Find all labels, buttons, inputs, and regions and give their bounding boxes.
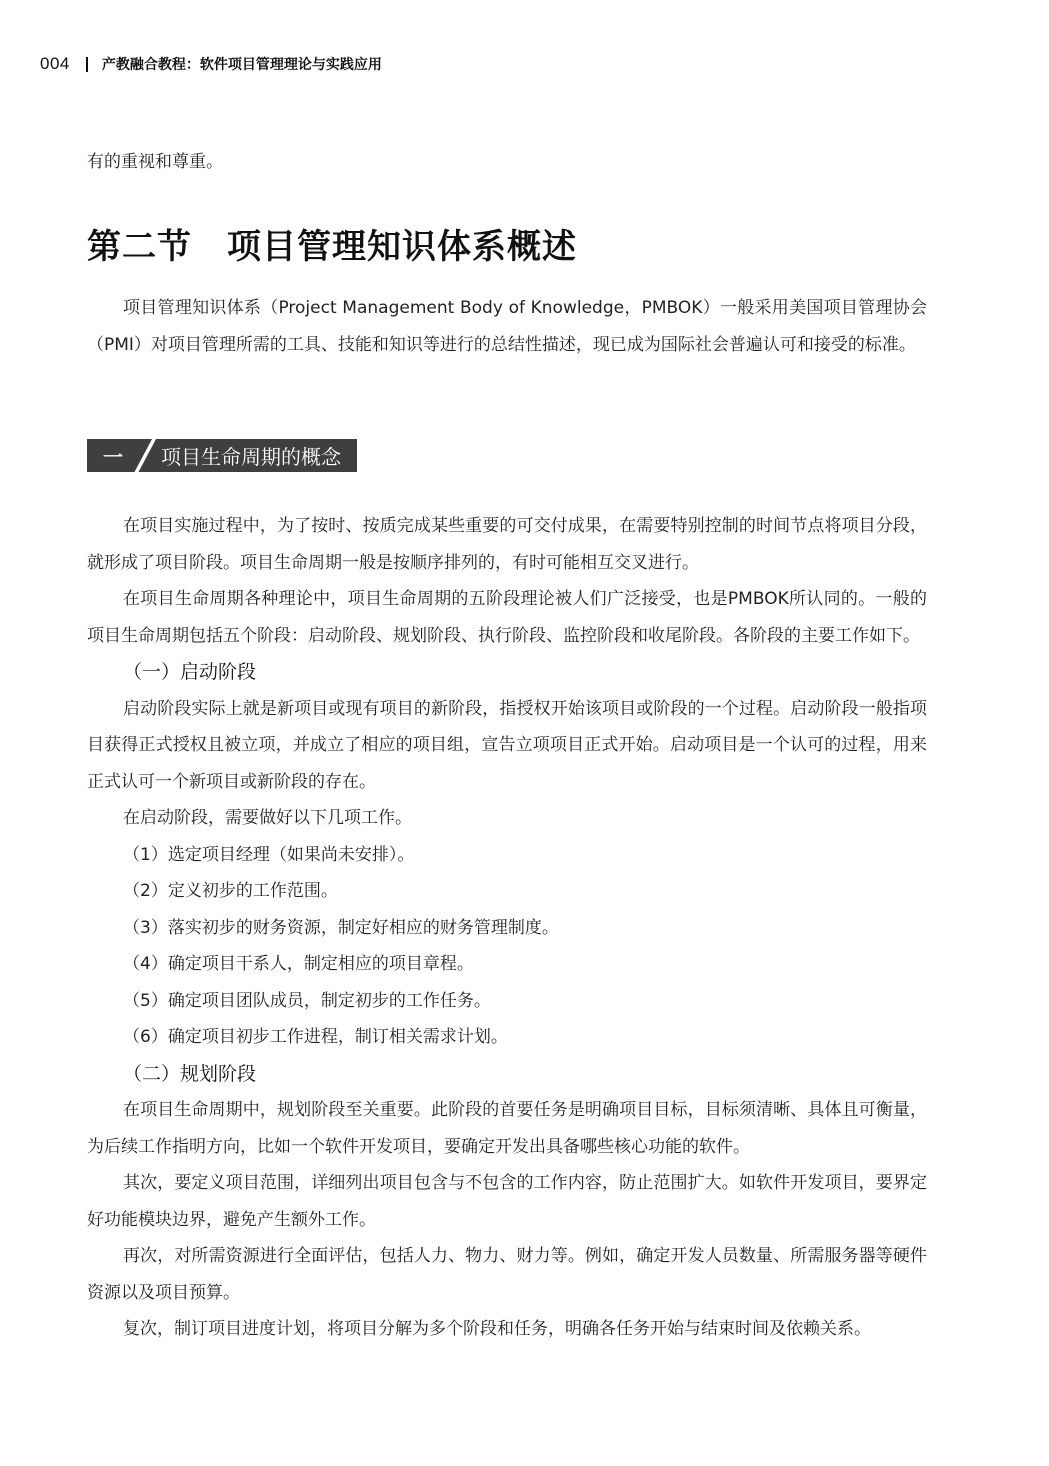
subsection-number: 一 [103,445,123,469]
section-intro: 项目管理知识体系（Project Management Body of Knowledge，PMBOK）一般采用美国项目管理协会（PMI）对项目管理所需的工具、技能和知识等进行的总结性描述，现已成为国际社会普遍认可和接受的标准。 [87,298,927,355]
main-body [87,508,927,1348]
running-header [40,52,382,76]
section-title: 第二节 项目管理知识体系概述 [87,227,577,267]
list-item: （2）定义初步的工作范围。 [123,881,338,901]
list-item: （5）确定项目团队成员，制定初步的工作任务。 [123,990,491,1011]
paragraph: 在项目生命周期中，规划阶段至关重要。此阶段的首要任务是明确项目目标，目标须清晰、具体且可衡量，为后续工作指明方向，比如一个软件开发项目，要确定开发出具备哪些核心功能的软件。 [87,1100,927,1157]
lead-text-block [87,144,927,181]
list-item: （6）确定项目初步工作进程，制订相关需求计划。 [123,1027,508,1047]
paragraph: 其次，要定义项目范围，详细列出项目包含与不包含的工作内容，防止范围扩大。如软件开发项目，要界定好功能模块边界，避免产生额外工作。 [87,1173,927,1230]
list-item: （4）确定项目干系人，制定相应的项目章程。 [123,954,474,974]
paragraph: 再次，对所需资源进行全面评估，包括人力、物力、财力等。例如，确定开发人员数量、所需服务器等硬件资源以及项目预算。 [87,1246,927,1303]
paragraph: 复次，制订项目进度计划，将项目分解为多个阶段和任务，明确各任务开始与结束时间及依赖关系。 [123,1319,871,1339]
section-intro-block [87,290,927,363]
paragraph: 在项目生命周期各种理论中，项目生命周期的五阶段理论被人们广泛接受，也是PMBOK所认同的。一般的项目生命周期包括五个阶段：启动阶段、规划阶段、执行阶段、监控阶段和收尾阶段。各阶段的主要工作如下。 [87,589,927,646]
stage1-heading: （一）启动阶段 [123,661,257,683]
paragraph: 在启动阶段，需要做好以下几项工作。 [123,808,412,828]
subsection-banner [87,439,357,472]
book-title: 产教融合教程：软件项目管理理论与实践应用 [101,57,382,73]
list-item: （3）落实初步的财务资源，制定好相应的财务管理制度。 [123,917,559,938]
subsection-title: 项目生命周期的概念 [161,445,341,469]
header-separator [86,57,88,72]
paragraph: 在项目实施过程中，为了按时、按质完成某些重要的可交付成果，在需要特别控制的时间节点将项目分段，就形成了项目阶段。项目生命周期一般是按顺序排列的，有时可能相互交叉进行。 [87,516,927,573]
paragraph: 启动阶段实际上就是新项目或现有项目的新阶段，指授权开始该项目或阶段的一个过程。启动阶段一般指项目获得正式授权且被立项，并成立了相应的项目组，宣告立项项目正式开始。启动项目是一个认可的过程，用来正式认可一个新项目或新阶段的存在。 [87,698,927,792]
page-number: 004 [40,54,70,73]
list-item: （1）选定项目经理（如果尚未安排）。 [123,844,415,865]
lead-text: 有的重视和尊重。 [87,152,223,172]
stage2-heading: （二）规划阶段 [123,1062,257,1085]
banner-slash-divider [139,439,157,472]
